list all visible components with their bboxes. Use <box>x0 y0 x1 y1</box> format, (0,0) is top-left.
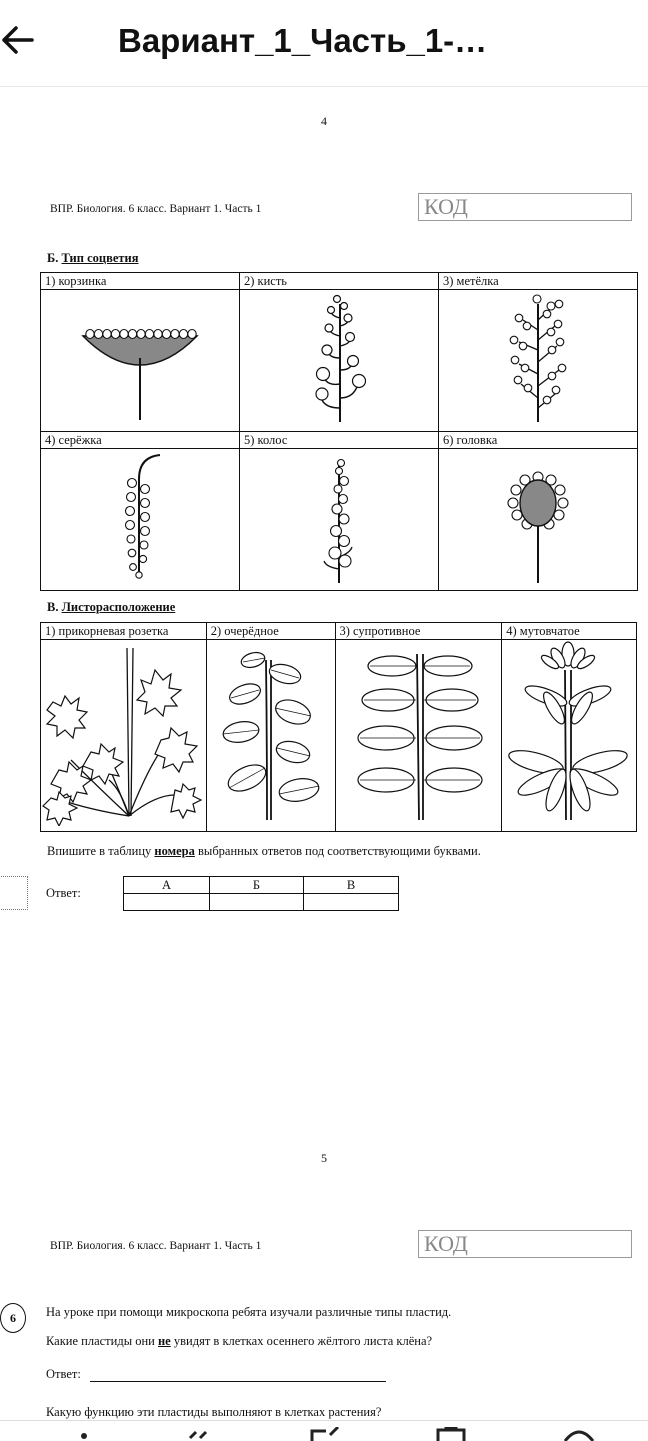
question-text <box>46 1334 432 1349</box>
question-text: Какую функцию эти пластиды выполняют в клетках растения? <box>46 1405 382 1419</box>
leaf-label: 1) прикорневая розетка <box>41 623 207 640</box>
answer-label: Ответ: <box>46 1367 81 1381</box>
whorled-image <box>502 640 637 832</box>
section-title <box>47 600 175 615</box>
leaf-label: 3) супротивное <box>335 623 502 640</box>
code-field: КОД <box>418 1230 632 1258</box>
code-field: КОД <box>418 193 632 221</box>
instruction-text <box>47 844 481 859</box>
page-number: 4 <box>321 114 327 128</box>
section-letter: Б. <box>47 251 59 265</box>
leaf-label: 2) очерёдное <box>206 623 335 640</box>
section-heading: Тип соцветия <box>61 251 139 265</box>
raceme-image <box>240 290 439 432</box>
question-number: 6 <box>0 1303 26 1333</box>
answer-label: Ответ: <box>46 886 81 900</box>
page-header: ВПР. Биология. 6 класс. Вариант 1. Часть 1 <box>50 1240 262 1252</box>
inflorescence-label: 5) колос <box>240 432 439 449</box>
inflorescence-label: 3) метёлка <box>439 273 638 290</box>
back-button[interactable] <box>0 20 40 60</box>
instruction-emphasis: номера <box>154 844 195 858</box>
leaf-label: 4) мутовчатое <box>502 623 637 640</box>
instruction-part: Впишите в таблицу <box>47 844 155 858</box>
answer-column-header: А <box>124 877 210 894</box>
rosette-image <box>41 640 207 832</box>
inflorescence-label: 6) головка <box>439 432 638 449</box>
spike-image <box>240 449 439 591</box>
tool-icon[interactable] <box>188 1427 212 1441</box>
answer-column-header: В <box>304 877 399 894</box>
question-emphasis: не <box>157 1334 171 1348</box>
answer-line[interactable] <box>90 1381 386 1382</box>
score-box <box>0 876 28 910</box>
answer-cell[interactable] <box>124 894 210 911</box>
section-heading: Листорасположение <box>61 600 176 614</box>
section-title <box>47 251 138 266</box>
question-part: увидят в клетках осеннего жёлтого листа клёна? <box>170 1334 433 1348</box>
inflorescence-label: 2) кисть <box>240 273 439 290</box>
edit-icon[interactable] <box>308 1427 342 1441</box>
document-title: Вариант_1_Часть_1-… <box>118 22 488 59</box>
question-part: Какие пластиды они <box>46 1334 158 1348</box>
app-bar <box>0 0 648 87</box>
inflorescence-label: 4) серёжка <box>41 432 240 449</box>
alternate-image <box>206 640 335 832</box>
instruction-part: выбранных ответов под соответствующими буквами. <box>194 844 481 858</box>
question-text: На уроке при помощи микроскопа ребята изучали различные типы пластид. <box>46 1305 452 1319</box>
clipboard-icon[interactable] <box>434 1427 468 1441</box>
answer-cell[interactable] <box>304 894 399 911</box>
more-icon[interactable] <box>562 1427 596 1441</box>
opposite-image <box>335 640 502 832</box>
arrow-left-icon <box>0 20 40 60</box>
section-letter: В. <box>47 600 59 614</box>
inflorescence-table <box>40 272 638 591</box>
answer-cell[interactable] <box>210 894 304 911</box>
head-image <box>439 449 638 591</box>
answer-column-header: Б <box>210 877 304 894</box>
basket-image <box>41 290 240 432</box>
inflorescence-label: 1) корзинка <box>41 273 240 290</box>
answer-table <box>123 876 399 911</box>
tool-icon[interactable] <box>78 1427 90 1441</box>
page-number: 5 <box>321 1151 327 1165</box>
panicle-image <box>439 290 638 432</box>
catkin-image <box>41 449 240 591</box>
bottom-toolbar <box>0 1420 648 1441</box>
page-header: ВПР. Биология. 6 класс. Вариант 1. Часть 1 <box>50 203 262 215</box>
leaf-arrangement-table <box>40 622 637 832</box>
